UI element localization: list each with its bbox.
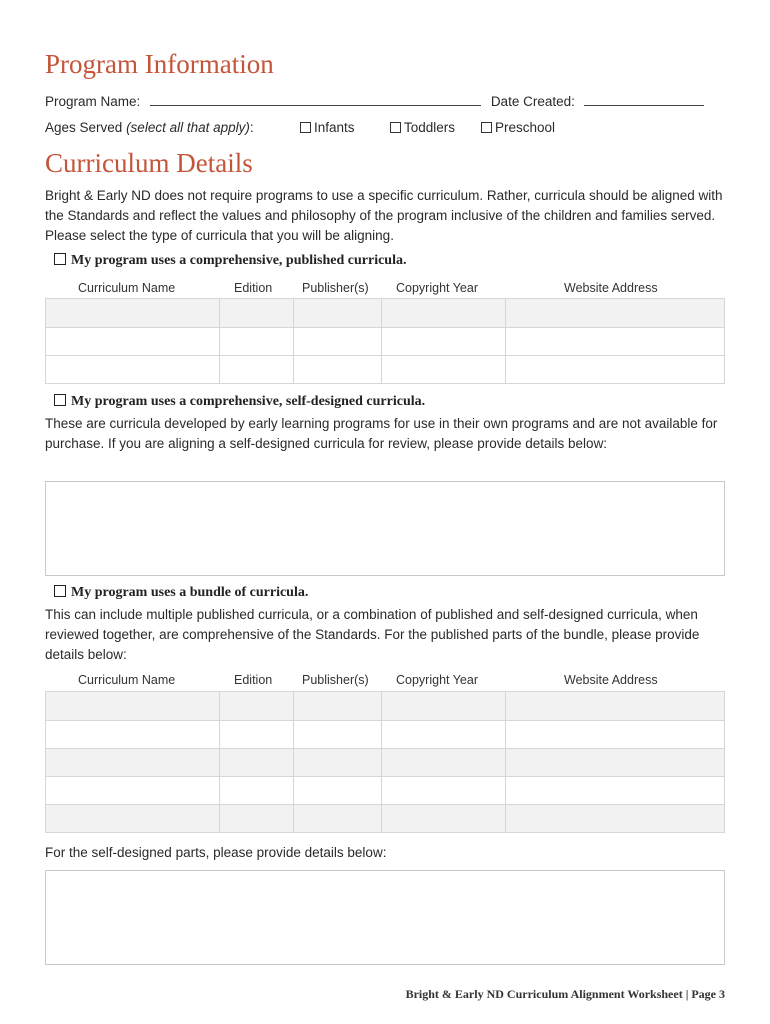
table-cell[interactable] [505, 805, 724, 832]
column-publishers: Publisher(s) [302, 673, 369, 687]
bundle-curricula-table [45, 691, 725, 833]
age-option-toddlers[interactable] [390, 120, 455, 135]
table-cell[interactable] [505, 328, 724, 355]
infants-label: Infants [314, 120, 355, 135]
program-information-heading: Program Information [45, 49, 274, 79]
table-row [46, 299, 724, 327]
table-cell[interactable] [293, 356, 381, 383]
column-curriculum-name: Curriculum Name [78, 281, 176, 295]
self-designed-details-box[interactable] [45, 481, 725, 576]
table-cell[interactable] [219, 721, 293, 748]
table-cell[interactable] [505, 692, 724, 720]
self-designed-description: These are curricula developed by early learning programs for use in their own programs and are not available for purchase. If you are aligning a self-designed curricula for review, please provide details below: [45, 416, 718, 451]
page-footer: Bright & Early ND Curriculum Alignment Worksheet | Page 3 [405, 987, 725, 1001]
table-cell[interactable] [381, 777, 505, 804]
table-cell[interactable] [219, 805, 293, 832]
column-website-address: Website Address [564, 281, 658, 295]
preschool-label: Preschool [495, 120, 556, 135]
table-cell[interactable] [381, 721, 505, 748]
table-cell[interactable] [293, 721, 381, 748]
bundle-curricula-label: My program uses a bundle of curricula. [71, 585, 309, 600]
table-cell[interactable] [219, 777, 293, 804]
table-cell[interactable] [293, 299, 381, 327]
program-name-row [45, 93, 704, 109]
table-cell[interactable] [381, 299, 505, 327]
table-cell[interactable] [381, 328, 505, 355]
program-name-field[interactable] [150, 93, 481, 106]
table-cell[interactable] [219, 328, 293, 355]
table-cell[interactable] [219, 356, 293, 383]
published-table-header [45, 281, 725, 297]
table-cell[interactable] [46, 805, 219, 832]
toddlers-label: Toddlers [404, 120, 456, 135]
table-cell[interactable] [505, 299, 724, 327]
table-cell[interactable] [46, 328, 219, 355]
table-row [46, 355, 724, 383]
published-curricula-table [45, 298, 725, 384]
ages-served-label: Ages Served [45, 120, 123, 135]
table-cell[interactable] [46, 721, 219, 748]
table-cell[interactable] [505, 356, 724, 383]
column-website-address: Website Address [564, 673, 658, 687]
table-cell[interactable] [505, 777, 724, 804]
bundle-description: This can include multiple published curricula, or a combination of published and self-designed curricula, when reviewed together, are comprehensive of the Standards. For the published parts of the bundle, please provide details below: [45, 607, 700, 662]
self-designed-curricula-option[interactable] [54, 394, 425, 410]
table-cell[interactable] [219, 692, 293, 720]
table-row [46, 748, 724, 776]
self-designed-curricula-label: My program uses a comprehensive, self-designed curricula. [71, 394, 426, 409]
table-row [46, 692, 724, 720]
bundle-curricula-checkbox[interactable] [54, 585, 66, 597]
table-cell[interactable] [381, 749, 505, 776]
self-designed-curricula-checkbox[interactable] [54, 394, 66, 406]
preschool-checkbox[interactable] [481, 122, 492, 133]
column-edition: Edition [234, 673, 273, 687]
curriculum-details-heading: Curriculum Details [45, 148, 253, 178]
table-cell[interactable] [293, 805, 381, 832]
table-cell[interactable] [46, 692, 219, 720]
ages-served-colon: : [249, 120, 254, 135]
table-cell[interactable] [293, 692, 381, 720]
column-copyright-year: Copyright Year [396, 673, 479, 687]
age-option-infants[interactable] [300, 120, 355, 135]
table-cell[interactable] [505, 749, 724, 776]
table-cell[interactable] [293, 749, 381, 776]
date-created-label: Date Created: [490, 94, 575, 109]
column-publishers: Publisher(s) [302, 281, 369, 295]
table-cell[interactable] [46, 299, 219, 327]
published-curricula-label: My program uses a comprehensive, published curricula. [71, 253, 407, 268]
table-cell[interactable] [505, 721, 724, 748]
table-row [46, 327, 724, 355]
published-curricula-checkbox[interactable] [54, 253, 66, 265]
date-created-field[interactable] [584, 93, 704, 106]
column-edition: Edition [234, 281, 273, 295]
self-designed-parts-box[interactable] [45, 870, 725, 965]
program-name-label: Program Name: [45, 94, 141, 109]
table-cell[interactable] [46, 749, 219, 776]
table-cell[interactable] [46, 356, 219, 383]
table-row [46, 804, 724, 832]
infants-checkbox[interactable] [300, 122, 311, 133]
table-cell[interactable] [219, 299, 293, 327]
ages-served-row [45, 120, 254, 135]
table-cell[interactable] [381, 356, 505, 383]
table-cell[interactable] [46, 777, 219, 804]
age-option-preschool[interactable] [481, 120, 555, 135]
table-cell[interactable] [381, 692, 505, 720]
curriculum-intro-text: Bright & Early ND does not require programs to use a specific curriculum. Rather, curricula should be aligned with the Standards and reflect the values and philosophy of the program inclusive of the children and families served. Please select the type of curricula that you will be aligning. [45, 188, 723, 243]
published-curricula-option[interactable] [54, 253, 407, 269]
column-copyright-year: Copyright Year [396, 281, 479, 295]
table-cell[interactable] [293, 777, 381, 804]
table-row [46, 720, 724, 748]
self-designed-parts-label: For the self-designed parts, please provide details below: [45, 845, 387, 860]
bundle-curricula-option[interactable] [54, 585, 308, 601]
table-cell[interactable] [381, 805, 505, 832]
table-cell[interactable] [219, 749, 293, 776]
bundle-table-header [45, 673, 725, 689]
toddlers-checkbox[interactable] [390, 122, 401, 133]
column-curriculum-name: Curriculum Name [78, 673, 176, 687]
table-row [46, 776, 724, 804]
ages-served-hint: (select all that apply) [126, 120, 250, 135]
table-cell[interactable] [293, 328, 381, 355]
